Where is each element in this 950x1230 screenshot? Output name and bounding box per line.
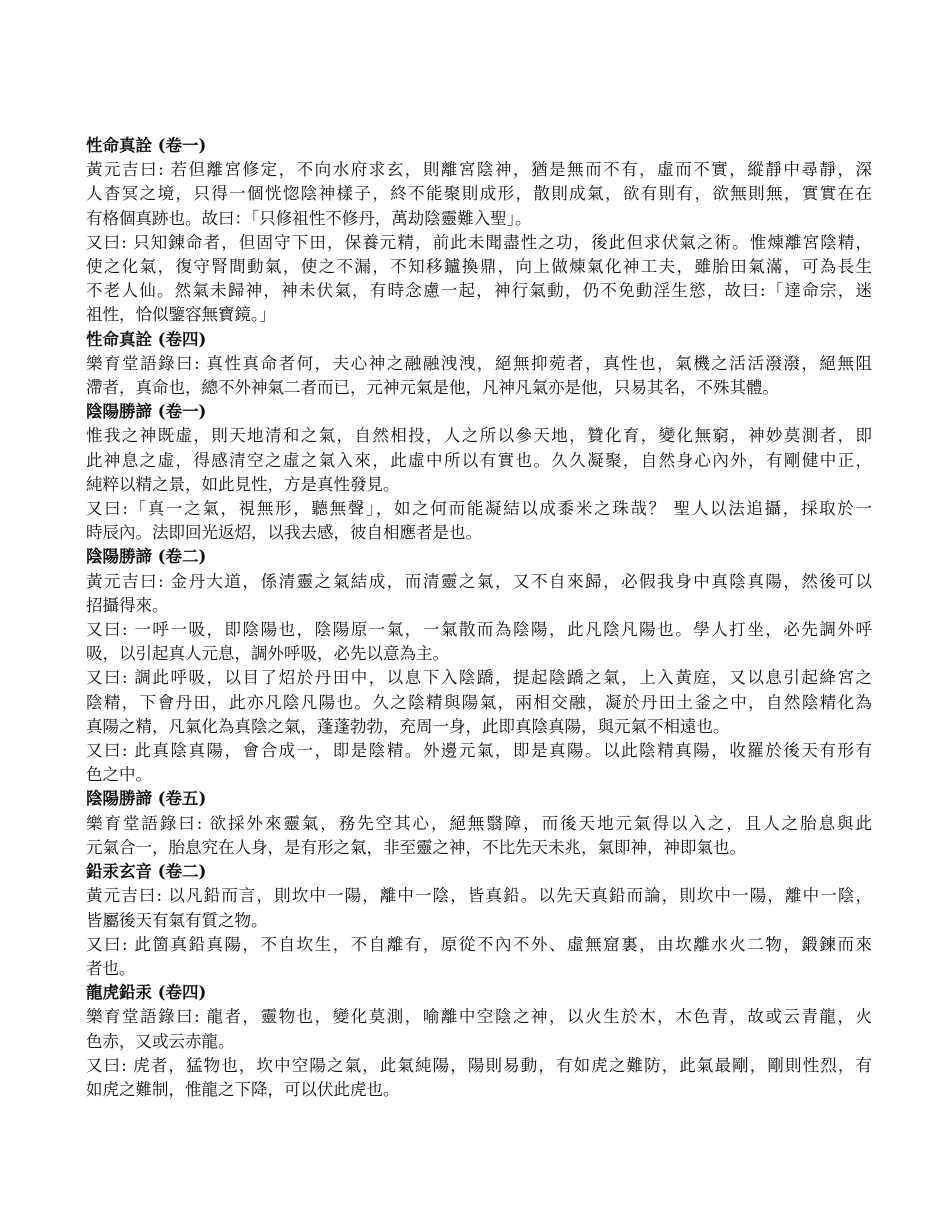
text-line: 者也。: [86, 958, 136, 978]
paragraph-14: [86, 1054, 872, 1102]
section-heading: 陰陽勝諦 (卷二): [86, 547, 207, 567]
text-line: 時辰內。法即回光返炤，以我去感，彼自相應者是也。: [86, 523, 482, 543]
text-line: 樂育堂語錄曰: 龍者，靈物也，變化莫測，喻離中空陰之神，以火生於木，木色青，故或云青龍，火: [86, 1007, 872, 1027]
section-heading: 龍虎鉛汞 (卷四): [86, 983, 207, 1003]
text-line: 又曰: 虎者，猛物也，坎中空陽之氣，此氣純陽，陽則易動，有如虎之難防，此氣最剛，剛則性烈，有: [86, 1055, 872, 1075]
section-heading: 陰陽勝諦 (卷五): [86, 789, 207, 809]
paragraph-1: [86, 158, 872, 231]
text-line: 祖性，恰似鑒容無寶鏡。」: [86, 305, 276, 325]
paragraph-5: [86, 497, 872, 545]
paragraph-9: [86, 739, 872, 787]
text-line: 真陽之精，凡氣化為真陰之氣，蓬蓬勃勃，充周一身，此即真陰真陽，與元氣不相遠也。: [86, 716, 730, 736]
paragraph-8: [86, 666, 872, 739]
head-7: [86, 981, 872, 1005]
text-line: 人杳冥之境，只得一個恍惚陰神樣子，終不能聚則成形，散則成氣，欲有則有，欲無則無，實實在在: [86, 184, 872, 204]
text-line: 樂育堂語錄曰: 欲採外來靈氣，務先空其心，絕無翳障，而後天地元氣得以入之，且人之胎息與此: [86, 813, 872, 833]
text-line: 元氣合一，胎息究在人身，是有形之氣，非至靈之神，不比先天未兆，氣即神，神即氣也。: [86, 837, 746, 857]
head-3: [86, 400, 872, 424]
text-line: 純粹以精之景，如此見性，方是真性發見。: [86, 474, 400, 494]
text-line: 又曰: 此箇真鉛真陽，不自坎生，不自離有，原從不內不外、虛無窟裏，由坎離水火二物，鍛鍊而來: [86, 934, 872, 954]
section-heading: 性命真詮 (卷一): [86, 136, 207, 155]
head-6: [86, 860, 872, 884]
text-line: 吸，以引起真人元息，調外呼吸，必先以意為主。: [86, 644, 449, 664]
head-5: [86, 787, 872, 811]
paragraph-10: [86, 812, 872, 860]
paragraph-7: [86, 618, 872, 666]
paragraph-11: [86, 884, 872, 932]
paragraph-4: [86, 424, 872, 497]
section-heading: 陰陽勝諦 (卷一): [86, 402, 207, 422]
document-page: [86, 134, 872, 1102]
text-line: 有格個真跡也。故曰：「只修祖性不修丹，萬劫陰靈難入聖」。: [86, 208, 532, 228]
paragraph-6: [86, 570, 872, 618]
text-line: 又曰: 調此呼吸，以目了炤於丹田中，以息下入陰蹻，提起陰蹻之氣，上入黃庭，又以息引起絳宮之: [86, 668, 872, 688]
text-line: 滯者，真命也，總不外神氣二者而已，元神元氣是他，凡神凡氣亦是他，只易其名，不殊其體。: [86, 378, 779, 398]
text-line: 使之化氣，復守腎間動氣，使之不漏，不知移鑪換鼎，向上做煉氣化神工夫，雖胎田氣滿，可為長生: [86, 257, 872, 277]
section-heading: 性命真詮 (卷四): [86, 329, 207, 349]
text-line: 如虎之難制，惟龍之下降，可以伏此虎也。: [86, 1079, 400, 1099]
text-line: 陰精，下會丹田，此亦凡陰凡陽也。久之陰精與陽氣，兩相交融，凝於丹田土釜之中，自然陰精化為: [86, 692, 872, 712]
text-line: 色之中。: [86, 765, 152, 785]
text-line: 又曰: 只知錬命者，但固守下田，保養元精，前此未聞盡性之功，後此但求伏氣之術。惟煉離宮陰精，: [86, 232, 872, 252]
head-1: [86, 134, 872, 158]
head-4: [86, 545, 872, 569]
section-heading: 鉛汞玄音 (卷二): [86, 862, 207, 882]
text-line: 不老人仙。然氣未歸神，神未伏氣，有時念慮一起，神行氣動，仍不免動淫生慾，故曰:「達命宗，迷: [86, 281, 872, 301]
text-line: 黃元吉曰: 若但離宮修定，不向水府求玄，則離宮陰神，猶是無而不有，虛而不實，縱靜中尋靜，深: [86, 160, 872, 180]
text-line: 黃元吉曰: 金丹大道，係清靈之氣結成，而清靈之氣，又不自來歸，必假我身中真陰真陽，然後可以: [86, 571, 872, 591]
text-line: 招攝得來。: [86, 595, 169, 615]
paragraph-13: [86, 1005, 872, 1053]
paragraph-2: [86, 231, 872, 328]
text-line: 樂育堂語錄曰: 真性真命者何，夫心神之融融洩洩，絕無抑菀者，真性也，氣機之活活潑潑，絕無阻: [86, 353, 872, 373]
text-line: 又曰: 此真陰真陽，會合成一，即是陰精。外邊元氣，即是真陽。以此陰精真陽，收羅於後天有形有: [86, 741, 872, 761]
text-line: 惟我之神既虛，則天地清和之氣，自然相投，人之所以參天地，贊化育，變化無窮，神妙莫測者，即: [86, 426, 872, 446]
head-2: [86, 328, 872, 352]
text-line: 黃元吉曰: 以凡鉛而言，則坎中一陽，離中一陰，皆真鉛。以先天真鉛而論，則坎中一陽，離中一陰，: [86, 886, 872, 906]
text-line: 皆屬後天有氣有質之物。: [86, 910, 268, 930]
paragraph-3: [86, 352, 872, 400]
text-line: 此神息之虛，得感清空之虛之氣入來，此虛中所以有實也。久久凝聚，自然身心內外，有剛健中正，: [86, 450, 872, 470]
text-line: 又曰:「真一之氣，視無形，聽無聲」，如之何而能凝結以成黍米之珠哉？ 聖人以法追攝，採取於一: [86, 499, 872, 519]
paragraph-12: [86, 933, 872, 981]
text-line: 又曰: 一呼一吸，即陰陽也，陰陽原一氣，一氣散而為陰陽，此凡陰凡陽也。學人打坐，必先調外呼: [86, 620, 872, 640]
text-line: 色赤，又或云赤龍。: [86, 1031, 235, 1051]
